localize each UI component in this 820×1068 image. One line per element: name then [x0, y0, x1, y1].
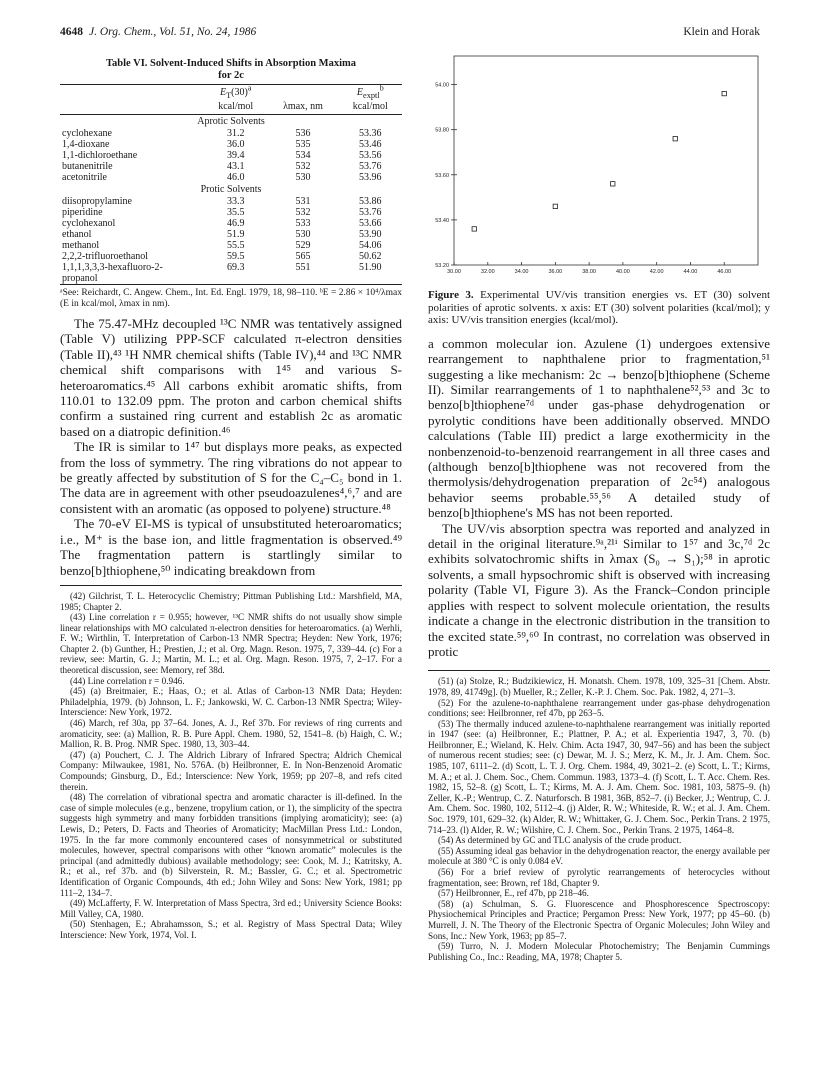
paragraph-ir: The IR is similar to 1⁴⁷ but displays more peaks, as expected from the loss of symmetry. The ring vibrations do not appear to be greatly affected by substitution of S for the C₄–C₅ bond in 1. The data are in agreement with other pseudoazulenes⁴,⁶,⁷ and are consistent with an aromatic (as opposed to polyene) structure.⁴⁸ — [60, 439, 402, 516]
col-eexptl-header: $E_{exptl}^b$ — [339, 85, 402, 102]
table-row — [60, 251, 402, 262]
x-tick-label: 38.00 — [582, 269, 596, 275]
cell-et: 33.3 — [226, 196, 245, 207]
reference-item: (44) Line correlation r = 0.946. — [70, 675, 185, 686]
cell-lmax: 551 — [295, 262, 311, 273]
paragraph-uvvis: The UV/vis absorption spectra was reported and analyzed in detail in the original literature.⁹ᵃ,²¹ⁱ Similar to 1⁵⁷ and 3c,⁷ᵈ 2c exhibits solvatochromic shifts in λmax (S₀ → S₁);⁵⁸ in aprotic solvents, a small hypsochromic shift is observed with increasing polarity (Table VI, Figure 3). As the Franck–Condon principle applies with respect to solvent molecule orientation, the results indicate a change in the electronic distribution in the transition to the excited state.⁵⁹,⁶⁰ In contrast, no correlation was observed in protic — [428, 520, 770, 659]
reference-item: (51) (a) Stolze, R.; Budzikiewicz, H. Monatsh. Chem. 1978, 109, 325–31 [Chem. Abstr. 1978, 89, 41749g]. (b) Mueller, R.; Zeller, K.-P. J. Chem. Soc. Pak. 1982, 4, 271–3. — [428, 676, 770, 697]
table-row — [60, 229, 402, 240]
running-head-authors: Klein and Horak — [683, 26, 760, 38]
x-tick-label: 36.00 — [548, 269, 563, 275]
reference-item: (58) (a) Schulman, S. G. Fluorescence and Phosphorescence Spectroscopy: Physiochemical Principles and Practice; Pergamon Press: New York, 1977; pp 45–60. (b) Murrell, J. N. The Theory of the Electronic Spectra of Organic Molecules; John Wiley and Sons, Inc.: New York, 1963; pp 85–7. — [428, 898, 770, 941]
cell-lmax: 535 — [295, 139, 311, 150]
x-tick-label: 44.00 — [683, 269, 698, 275]
reference-item: (57) Heilbronner, E., ref 47b, pp 218–46. — [438, 888, 589, 899]
cell-solvent: methanol — [62, 240, 100, 251]
solvent-shift-table — [60, 84, 402, 285]
cell-et: 46.0 — [226, 172, 245, 183]
reference-item: (45) (a) Breitmaier, E.; Haas, O.; et al. Atlas of Carbon-13 NMR Data; Heyden: Philadelphia, 1979. (b) Johnson, L. F.; Jankowski, W. C. Carbon-13 NMR Spectra; Wiley-Interscience: New York, 1972. — [60, 686, 402, 718]
figure-3 — [428, 52, 770, 287]
col-et-unit: kcal/mol — [204, 101, 267, 115]
journal-citation: J. Org. Chem., Vol. 51, No. 24, 1986 — [89, 26, 257, 38]
x-tick-label: 42.00 — [649, 269, 664, 275]
cell-e: 51.90 — [359, 262, 382, 273]
right-references — [428, 676, 770, 962]
reference-item: (50) Stenhagen, E.; Abrahamsson, S.; et al. Registry of Mass Spectral Data; Wiley Interscience: New York, 1974, Vol. I. — [60, 919, 402, 940]
cell-et: 59.5 — [226, 251, 245, 262]
figure-caption — [428, 289, 770, 327]
cell-solvent: ethanol — [62, 229, 92, 240]
cell-solvent: butanenitrile — [62, 161, 113, 172]
running-head — [60, 26, 760, 42]
right-body-text — [428, 336, 770, 660]
cell-et: 46.9 — [226, 218, 245, 229]
reference-item: (59) Turro, N. J. Modern Molecular Photochemistry; The Benjamin Cummings Publishing Co., Inc.: Reading, MA, 1978; Chapter 5. — [428, 941, 770, 962]
cell-solvent: diisopropylamine — [62, 196, 132, 207]
cell-lmax: 536 — [295, 128, 311, 139]
reference-item: (46) March, ref 30a, pp 37–64. Jones, A. J., Ref 37b. For reviews of ring currents and aromaticity, see: (a) Mallion, R. B. Pure Appl. Chem. 1980, 52, 1541–8. (b) Haigh, C. W.; Mallion, R. B. Prog. NMR Spec. 1980, 13, 303–44. — [60, 718, 402, 750]
cell-solvent: 1,1-dichloroethane — [62, 150, 138, 161]
cell-lmax: 533 — [295, 218, 311, 229]
cell-et: 55.5 — [226, 240, 245, 251]
cell-et: 39.4 — [226, 150, 245, 161]
cell-lmax: 531 — [295, 196, 311, 207]
cell-lmax: 532 — [295, 161, 311, 172]
cell-e: 53.56 — [359, 150, 382, 161]
cell-e: 53.46 — [359, 139, 382, 150]
cell-solvent: 1,4-dioxane — [62, 139, 110, 150]
col-lmax-header: λmax, nm — [267, 101, 338, 115]
left-column — [60, 52, 402, 941]
y-tick-label: 54.00 — [435, 82, 449, 89]
table-row — [60, 262, 402, 273]
table-row — [60, 161, 402, 172]
running-head-left — [60, 26, 256, 42]
page-number: 4648 — [60, 26, 83, 38]
reference-item: (43) Line correlation r = 0.955; however, ¹³C NMR shifts do not usually show simple linear relationships with MO calculated π-electron densities for heteroaromatics. (a) Werhli, F. W.; Wirthlin, T. Interpretation of Carbon-13 NMR Spectra; Heyden: New York, 1976; Chapter 2. (b) Gunther, H.; Prestien, J.; et al. Org. Magn. Reson. 1975, 7, 339–44. (c) For a review, see: Martin, G. J.; Martin, M. L.; et al. Org. Magn. Reson. 1975, 7, 2–17. For a theoretical discussion, see: Memory, ref 38d. — [60, 612, 402, 676]
cell-solvent: 2,2,2-trifluoroethanol — [62, 251, 149, 262]
right-column — [428, 52, 770, 962]
table-row — [60, 207, 402, 218]
table-row — [60, 139, 402, 150]
cell-solvent: 1,1,1,3,3,3-hexafluoro-2- — [62, 262, 163, 273]
cell-e: 53.76 — [359, 207, 382, 218]
table-caption-line2: for 2c — [218, 70, 244, 81]
cell-et: 36.0 — [226, 139, 245, 150]
data-point — [472, 227, 476, 231]
data-point — [553, 204, 557, 208]
reference-item: (48) The correlation of vibrational spectra and aromatic character is ill-defined. In the case of simple molecules (e.g., benzene, tropylium cation, or 1), the simplicity of the spectra suggests high symmetry and many forbidden transitions (implying aromaticity); see: (a) Lewis, D.; Peters, D. Facts and Theories of Aromaticity; MacMillan Press Ltd.: London, 1975. In the far more commonly encountered cases of nonsymmetrical or substituted molecules, however, spectral comparisons with other “known aromatic” molecules is the principal (and admittedly dubious) available methodology; see: Cook, M. J.; Katritsky, A. R.; et al., ref 37b. and (b) Silverstein, R. M.; Bassler, G. C.; et al. Spectrometric Identification of Organic Compounds, 4th ed.; John Wiley and Sons: New York, 1981; pp 111–2, 134–7. — [60, 792, 402, 898]
cell-lmax: 534 — [295, 150, 311, 161]
paragraph-ms: The 70-eV EI-MS is typical of unsubstituted heteroaromatics; i.e., M⁺ is the base ion, and little fragmentation is observed.⁴⁹ The fragmentation pattern is startlingly similar to benzo[b]thiophene,⁵⁰ indicating breakdown from — [60, 516, 402, 578]
figure-caption-text: Experimental UV/vis transition energies vs. ET (30) solvent polarities of aprotic solvents. x axis: ET (30) solvent polarities (kcal/mol); y axis: UV/vis transition energies (kcal/mol). — [428, 289, 770, 327]
cell-solvent: acetonitrile — [62, 172, 107, 183]
reference-item: (55) Assuming ideal gas behavior in the dehydrogenation reactor, the energy available per molecule at 380 °C is only 0.084 eV. — [428, 845, 770, 867]
reference-item: (56) For a brief review of pyrolytic rearrangements of heterocycles without fragmentation, see: Brown, ref 18d, Chapter 9. — [428, 867, 770, 888]
cell-e: 53.86 — [359, 196, 382, 207]
reference-item: (49) McLafferty, F. W. Interpretation of Mass Spectra, 3rd ed.; University Science Books: Mill Valley, CA, 1980. — [60, 898, 402, 919]
y-tick-label: 53.60 — [435, 172, 449, 179]
reference-item: (42) Gilchrist, T. L. Heterocyclic Chemistry; Pittman Publishing Ltd.: Marshfield, MA, 1985; Chapter 2. — [60, 590, 402, 612]
cell-et: 69.3 — [226, 262, 245, 273]
cell-e: 53.90 — [359, 229, 382, 240]
cell-e: 53.66 — [359, 218, 382, 229]
table-row — [60, 172, 402, 183]
cell-solvent: cyclohexanol — [62, 218, 116, 229]
table-caption — [60, 58, 402, 82]
data-point — [722, 91, 726, 95]
table-row — [60, 128, 402, 139]
paragraph-nmr: The 75.47-MHz decoupled ¹³C NMR was tentatively assigned (Table V) utilizing PPP-SCF calculated π-electron densities (Table II),⁴³ ¹H NMR chemical shifts (Table IV),⁴⁴ and ¹³C NMR chemical shift comparisons with 1⁴⁵ and various S-heteroaromatics.⁴⁵ All carbons exhibit aromatic shifts, from 110.01 to 132.09 ppm. The proton and carbon chemical shifts confirm a sustained ring current and establish 2c as aromatic based on a diatropic definition.⁴⁶ — [60, 316, 402, 439]
x-tick-label: 32.00 — [480, 269, 495, 275]
section-protic: Protic Solvents — [200, 184, 262, 195]
table-row — [60, 196, 402, 207]
scatter-chart — [428, 52, 770, 287]
cell-solvent: piperidine — [62, 207, 103, 218]
x-tick-label: 46.00 — [717, 269, 732, 275]
footnote-divider — [60, 585, 402, 586]
cell-et: 43.1 — [226, 161, 245, 172]
cell-e: 53.36 — [359, 128, 382, 139]
table-row — [60, 218, 402, 229]
reference-item: (53) The thermally induced azulene-to-naphthalene rearrangement was initially reported in 1947 (see: (a) Heilbronner, E.; Plattner, P. A.; et al. Experientia 1947, 3, 70. (b) Heilbronner, E.; Wieland, K. Helv. Chim. Acta 1947, 30, 947–56) and has been the subject of numerous recent studies; see: (c) Dewar, M. J. S.; Merz, K. M., Jr. J. Am. Chem. Soc. 1985, 107, 6111–2. (d) Scott, L. T. J. Org. Chem. 1984, 49, 3021–2. (e) Scott, L. T.; Kirms, M. A.; et al. J. Chem. Soc., Chem. Commun. 1983, 1373–4. (f) Scott, L. T. Acc. Chem. Res. 1982, 15, 52–8. (g) Scott, L. T.; Kirms, M. A. J. Am. Chem. Soc. 1981, 103, 5875–9. (h) Zeller, K.-P.; Wentrup, C. Z. Naturforsch. B 1981, 36B, 852–7. (i) Becker, J.; Wentrup, C. J. Am. Chem. Soc. 1980, 102, 5112–4. (j) Alder, R. W.; Whiteside, R. W.; et al. J. Am. Chem. Soc. 1979, 101, 629–32. (k) Alder, R. W.; Whittaker, G. J. Chem. Soc., Perkin Trans. 2 1975, 714–23. (l) Alder, R. W.; Wilshire, C. J. Chem. Soc., Perkin Trans. 2 1975, 1464–8. — [428, 718, 770, 835]
y-tick-label: 53.40 — [435, 217, 449, 224]
table-footnote: ᵃSee: Reichardt, C. Angew. Chem., Int. Ed. Engl. 1979, 18, 98–110. ᵇE = 2.86 × 10⁴/λmax (E in kcal/mol, λmax in nm). — [60, 288, 402, 309]
cell-solvent: cyclohexane — [62, 128, 112, 139]
y-tick-label: 53.20 — [435, 263, 449, 269]
cell-e: 53.76 — [359, 161, 382, 172]
cell-lmax: 565 — [295, 251, 311, 262]
plot-frame — [454, 56, 758, 265]
reference-item: (47) (a) Pouchert, C. J. The Aldrich Library of Infrared Spectra; Aldrich Chemical Company: Milwaukee, 1981, No. 576A. (b) Heilbronner, E. In Non-Benzenoid Aromatic Compounds; Ginsburg, D., Ed.; Interscience: New York, 1959; pp 207–8, and refs cited therein. — [60, 749, 402, 792]
cell-lmax: 529 — [295, 240, 311, 251]
table-row — [60, 150, 402, 161]
x-tick-label: 30.00 — [447, 269, 461, 275]
cell-e: 50.62 — [359, 251, 382, 262]
data-point — [611, 182, 615, 186]
x-tick-label: 40.00 — [616, 269, 630, 275]
y-tick-label: 53.80 — [435, 127, 449, 134]
cell-lmax: 530 — [295, 172, 311, 183]
cell-lmax: 532 — [295, 207, 311, 218]
table-row — [60, 240, 402, 251]
col-et-header: $E_T(30)^a$ — [204, 85, 267, 102]
cell-et: 35.5 — [226, 207, 245, 218]
figure-label: Figure 3. — [428, 289, 474, 301]
table-caption-line1: Table VI. Solvent-Induced Shifts in Absorption Maxima — [105, 58, 357, 69]
reference-item: (54) As determined by GC and TLC analysis of the crude product. — [438, 835, 682, 846]
cell-e: 54.06 — [359, 240, 382, 251]
x-tick-label: 34.00 — [514, 269, 529, 275]
footnote-divider-right — [428, 670, 770, 671]
paragraph-fragmentation: a common molecular ion. Azulene (1) undergoes extensive rearrangement to naphthalene prior to fragmentation,⁵¹ suggesting a like mechanism: 2c → benzo[b]thiophene (Scheme II). Similar rearrangements of 1 to naphthalene⁵²,⁵³ and 3c to benzo[b]thiophene⁷ᵈ under gas-phase dehydrogenation or pyrolytic conditions have been additionally observed. MNDO calculations (Table III) predict a large exothermicity in the nonbenzenoid-to-benzenoid rearrangement in all three cases and (although benzo[b]thiophene was not recovered from the thermolysis/dehydrogenation preparation of 2c⁵⁴) analogous behavior seems probable.⁵⁵,⁵⁶ A detailed study of benzo[b]thiophene's MS has not been reported. — [428, 335, 770, 521]
cell-solvent-cont: propanol — [60, 273, 204, 285]
cell-et: 51.9 — [226, 229, 245, 240]
section-aprotic: Aprotic Solvents — [197, 116, 265, 127]
cell-et: 31.2 — [226, 128, 245, 139]
left-body-text — [60, 316, 402, 578]
cell-lmax: 530 — [295, 229, 311, 240]
table-row — [60, 273, 402, 285]
data-point — [673, 136, 677, 140]
col-eexptl-unit: kcal/mol — [339, 101, 402, 115]
cell-e: 53.96 — [359, 172, 382, 183]
reference-item: (52) For the azulene-to-naphthalene rearrangement under gas-phase dehydrogenation conditions; see: Heilbronner, ref 47b, pp 263–5. — [428, 697, 770, 719]
left-references — [60, 591, 402, 941]
